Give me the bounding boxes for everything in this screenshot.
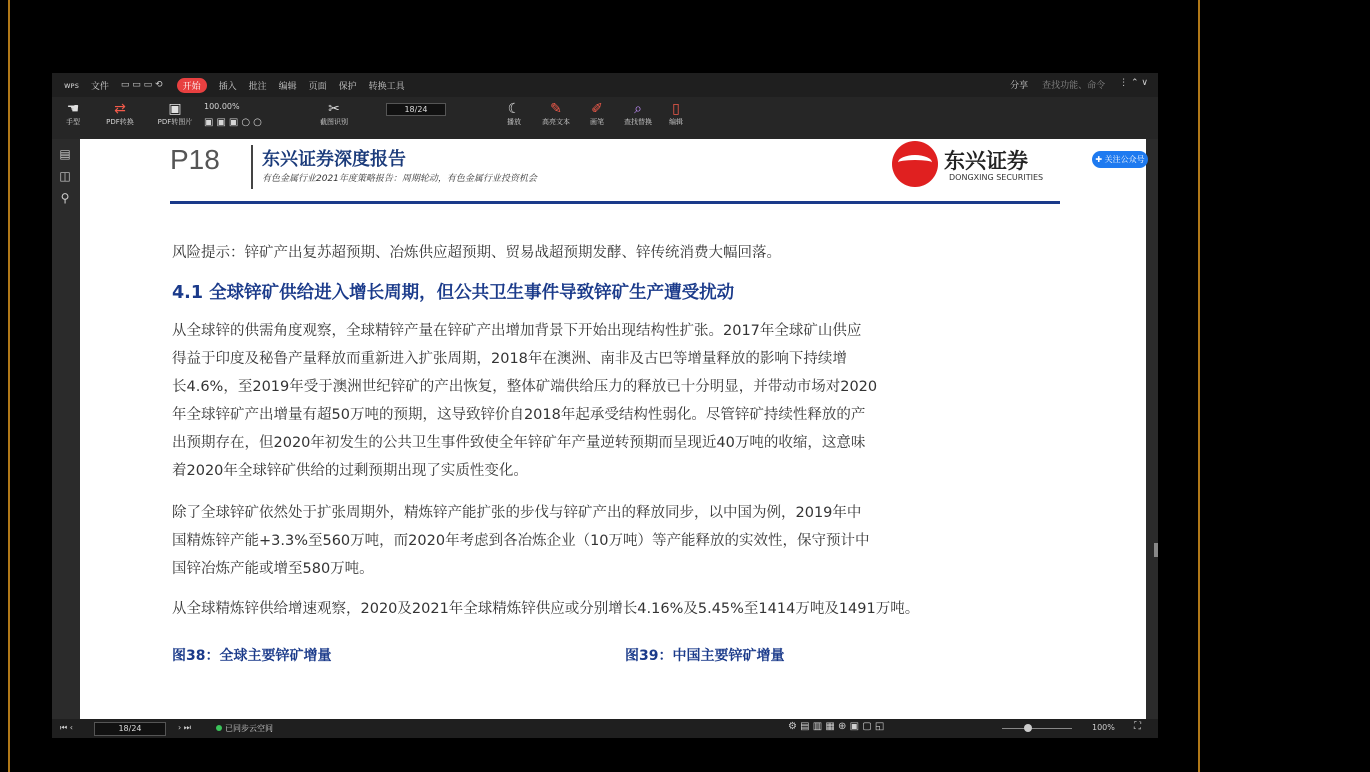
view-controls[interactable]: ⚙ ▤ ▥ ▦ ⊕ ▣ ▢ ◱ (788, 721, 885, 732)
paragraph-3 (172, 595, 1072, 623)
paragraph-line: 国锌冶炼产能或增至580万吨。 (172, 561, 374, 577)
document-page (80, 139, 1146, 719)
tab-edit[interactable]: 编辑 (278, 81, 297, 92)
paragraph-1 (172, 317, 1072, 485)
report-brand-title: 东兴证券深度报告 (262, 149, 406, 170)
pdf-convert-button[interactable] (98, 101, 142, 127)
toolbar (52, 97, 1158, 139)
header-divider (251, 145, 253, 189)
pen-label: 画笔 (590, 118, 604, 126)
zoom-select-value: 100.00% (204, 102, 240, 111)
tab-annotate[interactable]: 批注 (248, 81, 267, 92)
tab-start[interactable]: 开始 (177, 78, 207, 93)
find-replace-button[interactable] (618, 101, 658, 127)
highlight-text-button[interactable] (536, 101, 576, 127)
sync-status-icon (216, 725, 222, 731)
play-button[interactable] (500, 101, 528, 127)
pen-icon: ✐ (591, 101, 603, 117)
file-menu[interactable]: 文件 (90, 81, 109, 92)
edit-icon: ▯ (672, 101, 680, 117)
find-icon: ⌕ (634, 101, 642, 117)
screenshot-icon: ✂ (328, 101, 340, 117)
paragraph-line: 从全球精炼锌供给增速观察，2020及2021年全球精炼锌供应或分别增长4.16%及5.45%至1414万吨及1491万吨。 (172, 601, 920, 617)
quick-access-icons[interactable]: ▭ ▭ ▭ ⟲ (120, 80, 163, 90)
paragraph-line: 从全球锌的供需角度观察，全球精锌产量在锌矿产出增加背景下开始出现结构性扩张。2017年全球矿山供应 (172, 323, 862, 339)
zoom-slider-track[interactable] (1002, 728, 1072, 729)
zoom-select[interactable] (204, 102, 265, 128)
thumbnail-icon[interactable]: ▤ (59, 147, 71, 161)
paragraph-line: 年全球锌矿产出增量有超50万吨的预期，这导致锌价自2018年起承受结构性弱化。尽管锌矿持续性释放的产 (172, 407, 866, 423)
paragraph-line: 得益于印度及秘鲁产量释放而重新进入扩张周期，2018年在澳洲、南非及古巴等增量释放的影响下持续增 (172, 351, 847, 367)
pdf-reader-window (52, 73, 1158, 738)
pdf-to-image-label: PDF转图片 (157, 118, 193, 126)
risk-warning: 风险提示：锌矿产出复苏超预期、冶炼供应超预期、贸易战超预期发酵、锌传统消费大幅回落。 (172, 245, 781, 261)
convert-icon: ⇄ (114, 101, 126, 117)
paragraph-line: 出预期存在，但2020年初发生的公共卫生事件致使全年锌矿年产量逆转预期而呈现近40万吨的收缩，这意味 (172, 435, 866, 451)
pen-button[interactable] (582, 101, 612, 127)
share-button[interactable]: 分享 (1010, 81, 1029, 91)
report-subtitle: 有色金属行业2021年度策略报告：周期轮动，有色金属行业投资机会 (262, 174, 537, 184)
figure-39-caption: 图39：中国主要锌矿增量 (625, 648, 785, 664)
follow-button[interactable]: ✚ 关注公众号 (1092, 151, 1148, 168)
paragraph-2 (172, 499, 1072, 583)
next-page-icons[interactable]: › ⏭ (178, 723, 191, 732)
statusbar (52, 719, 1158, 738)
vertical-scrollbar[interactable] (1154, 543, 1158, 557)
zoom-value: 100% (1092, 723, 1115, 732)
view-mode-icons[interactable]: ▣▣▣○○ (204, 117, 265, 128)
play-label: 播放 (507, 118, 521, 126)
search-panel-icon[interactable]: ⚲ (60, 191, 70, 205)
more-options-icon[interactable]: ⋮ ⌃ ∨ (1119, 78, 1148, 88)
tab-convert[interactable]: 转换工具 (368, 81, 405, 92)
bookmark-icon[interactable]: ◫ (59, 169, 71, 183)
hand-tool-label: 手型 (66, 118, 80, 126)
edit-button[interactable] (662, 101, 690, 127)
fullscreen-icon[interactable]: ⛶ (1134, 721, 1141, 732)
sync-status (216, 723, 273, 734)
status-page-input[interactable]: 18/24 (94, 722, 166, 736)
toolbar-page-input[interactable]: 18/24 (386, 103, 446, 116)
menubar-right (1010, 78, 1148, 91)
logo-subtitle: DONGXING SECURITIES (949, 173, 1044, 182)
header-rule (170, 201, 1060, 204)
highlighter-icon: ✎ (550, 101, 562, 117)
frame-border-left (8, 0, 10, 772)
hand-tool-button[interactable] (58, 101, 88, 127)
tab-page[interactable]: 页面 (308, 81, 327, 92)
left-sidebar (52, 139, 78, 719)
edit-label: 编辑 (669, 118, 683, 126)
figure-38-caption: 图38：全球主要锌矿增量 (172, 648, 332, 664)
tab-insert[interactable]: 插入 (218, 81, 237, 92)
moon-icon: ☾ (507, 101, 521, 117)
app-logo: ᴡᴘꜱ (64, 80, 79, 90)
sync-status-text: 已同步云空间 (225, 724, 273, 733)
screenshot-ocr-label: 截图识别 (320, 118, 348, 126)
tab-protect[interactable]: 保护 (338, 81, 357, 92)
page-number-label: P18 (170, 144, 220, 175)
menubar (52, 73, 1158, 97)
paragraph-line: 着2020年全球锌矿供给的过剩预期出现了实质性变化。 (172, 463, 528, 479)
paragraph-line: 国精炼锌产能+3.3%至560万吨，而2020年考虑到各冶炼企业（10万吨）等产能释放的实效性，保守预计中 (172, 533, 870, 549)
prev-page-icons[interactable]: ⏮ ‹ (60, 723, 73, 732)
zoom-slider-handle[interactable] (1024, 724, 1032, 732)
section-heading: 4.1 全球锌矿供给进入增长周期，但公共卫生事件导致锌矿生产遭受扰动 (172, 283, 735, 303)
hand-icon: ☚ (66, 101, 80, 117)
pdf-convert-label: PDF转换 (106, 118, 134, 126)
pdf-to-image-button[interactable] (150, 101, 200, 127)
frame-border-right (1198, 0, 1200, 772)
image-icon: ▣ (168, 101, 182, 117)
logo-name: 东兴证券 (944, 149, 1028, 173)
paragraph-line: 除了全球锌矿依然处于扩张周期外，精炼锌产能扩张的步伐与锌矿产出的释放同步，以中国为例，2019年中 (172, 505, 862, 521)
highlight-text-label: 高亮文本 (542, 118, 570, 126)
paragraph-line: 长4.6%，至2019年受于澳洲世纪锌矿的产出恢复，整体矿端供给压力的释放已十分明显，并带动市场对2020 (172, 379, 878, 395)
search-input[interactable]: 查找功能、命令 (1042, 81, 1106, 91)
dongxing-logo-icon (892, 141, 938, 187)
screenshot-ocr-button[interactable] (314, 101, 354, 127)
find-replace-label: 查找替换 (624, 118, 652, 126)
